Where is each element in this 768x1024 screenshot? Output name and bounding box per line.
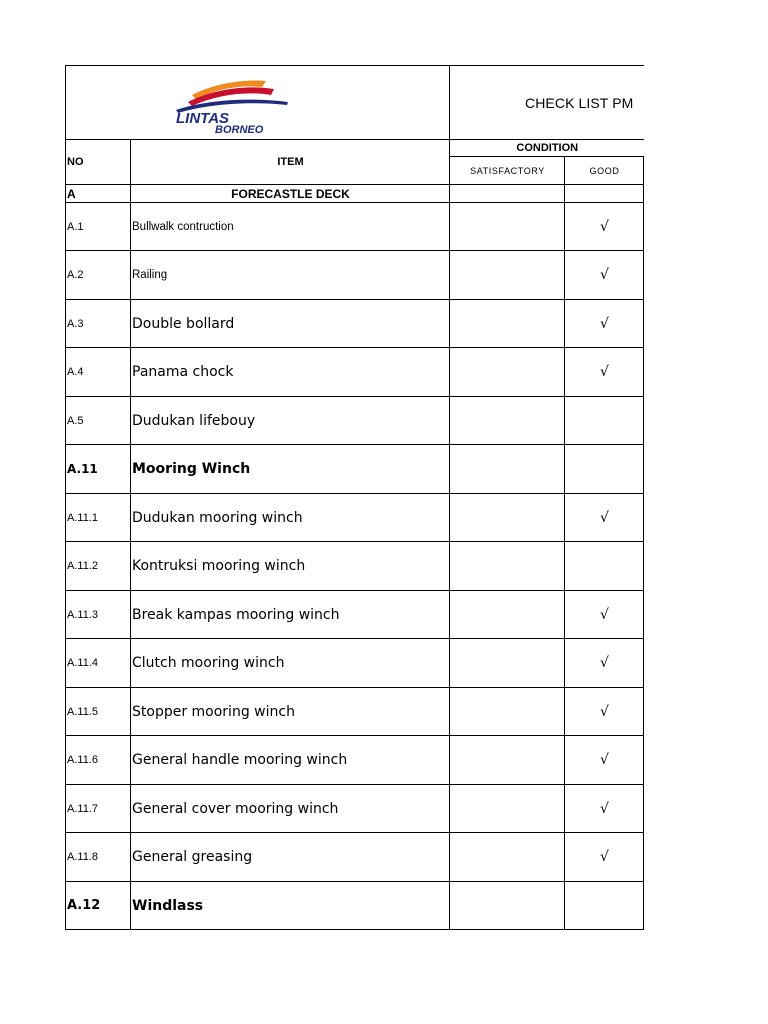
row-no: A.5 xyxy=(66,397,131,445)
row-satisfactory[interactable] xyxy=(450,445,565,494)
row-satisfactory[interactable] xyxy=(450,494,565,542)
column-header-item: ITEM xyxy=(131,140,450,185)
row-good[interactable]: √ xyxy=(565,639,644,688)
row-item: General cover mooring winch xyxy=(131,785,450,833)
row-item: Mooring Winch xyxy=(131,445,450,494)
table-row xyxy=(66,251,644,300)
column-header-satisfactory: SATISFACTORY xyxy=(450,157,565,185)
row-good[interactable] xyxy=(565,445,644,494)
row-satisfactory[interactable] xyxy=(450,203,565,251)
row-no: A.11.1 xyxy=(66,494,131,542)
row-item: General greasing xyxy=(131,833,450,882)
lintas-borneo-logo xyxy=(170,73,290,133)
row-no: A.11.8 xyxy=(66,833,131,882)
row-item: Bullwalk contruction xyxy=(131,203,450,251)
table-row xyxy=(66,397,644,445)
row-no: A.11 xyxy=(66,445,131,494)
row-satisfactory[interactable] xyxy=(450,882,565,930)
row-good[interactable] xyxy=(565,882,644,930)
table-row xyxy=(66,639,644,688)
table-row xyxy=(66,688,644,736)
row-satisfactory[interactable] xyxy=(450,300,565,348)
row-good[interactable]: √ xyxy=(565,348,644,397)
column-header-good: GOOD xyxy=(565,157,644,185)
row-good[interactable]: √ xyxy=(565,833,644,882)
checklist-table xyxy=(65,65,644,930)
section-title: FORECASTLE DECK xyxy=(131,185,450,203)
table-row xyxy=(66,542,644,591)
column-header-condition: CONDITION xyxy=(450,140,644,157)
table-row xyxy=(66,833,644,882)
logo-text-borneo: BORNEO xyxy=(215,123,264,133)
row-no: A.1 xyxy=(66,203,131,251)
row-good[interactable]: √ xyxy=(565,591,644,639)
section-no: A xyxy=(66,185,131,203)
row-item: Dudukan lifebouy xyxy=(131,397,450,445)
row-no: A.12 xyxy=(66,882,131,930)
table-row xyxy=(66,203,644,251)
table-row xyxy=(66,736,644,785)
row-satisfactory[interactable] xyxy=(450,591,565,639)
row-good[interactable]: √ xyxy=(565,300,644,348)
row-satisfactory[interactable] xyxy=(450,542,565,591)
row-satisfactory[interactable] xyxy=(450,785,565,833)
section-row xyxy=(66,185,644,203)
row-no: A.11.2 xyxy=(66,542,131,591)
subsection-row xyxy=(66,445,644,494)
row-satisfactory[interactable] xyxy=(450,397,565,445)
ship-swoosh-icon xyxy=(170,73,290,133)
table-row xyxy=(66,494,644,542)
row-satisfactory[interactable] xyxy=(450,833,565,882)
row-good[interactable] xyxy=(565,542,644,591)
row-good[interactable] xyxy=(565,397,644,445)
row-satisfactory[interactable] xyxy=(450,348,565,397)
header-row xyxy=(66,66,644,140)
row-item: Railing xyxy=(131,251,450,300)
row-no: A.11.5 xyxy=(66,688,131,736)
row-item: Panama chock xyxy=(131,348,450,397)
row-no: A.11.7 xyxy=(66,785,131,833)
row-item: Break kampas mooring winch xyxy=(131,591,450,639)
logo-cell xyxy=(66,66,450,140)
column-header-row xyxy=(66,140,644,157)
row-satisfactory[interactable] xyxy=(450,639,565,688)
row-good[interactable]: √ xyxy=(565,736,644,785)
table-row xyxy=(66,348,644,397)
row-item: Windlass xyxy=(131,882,450,930)
row-satisfactory[interactable] xyxy=(450,736,565,785)
row-satisfactory[interactable] xyxy=(450,251,565,300)
row-no: A.11.6 xyxy=(66,736,131,785)
page-title: CHECK LIST PM xyxy=(450,66,644,140)
row-no: A.11.4 xyxy=(66,639,131,688)
row-item: Stopper mooring winch xyxy=(131,688,450,736)
row-no: A.2 xyxy=(66,251,131,300)
row-good[interactable]: √ xyxy=(565,494,644,542)
row-no: A.4 xyxy=(66,348,131,397)
row-satisfactory[interactable] xyxy=(450,688,565,736)
row-item: Clutch mooring winch xyxy=(131,639,450,688)
row-no: A.11.3 xyxy=(66,591,131,639)
row-item: Kontruksi mooring winch xyxy=(131,542,450,591)
row-good[interactable]: √ xyxy=(565,688,644,736)
logo-text-lintas: LINTAS xyxy=(176,109,230,127)
column-header-no: NO xyxy=(66,140,131,185)
row-good[interactable]: √ xyxy=(565,203,644,251)
row-good[interactable]: √ xyxy=(565,785,644,833)
table-row xyxy=(66,300,644,348)
row-item: Dudukan mooring winch xyxy=(131,494,450,542)
table-row xyxy=(66,785,644,833)
row-good[interactable]: √ xyxy=(565,251,644,300)
subsection-row xyxy=(66,882,644,930)
row-item: Double bollard xyxy=(131,300,450,348)
table-row xyxy=(66,591,644,639)
row-item: General handle mooring winch xyxy=(131,736,450,785)
row-no: A.3 xyxy=(66,300,131,348)
